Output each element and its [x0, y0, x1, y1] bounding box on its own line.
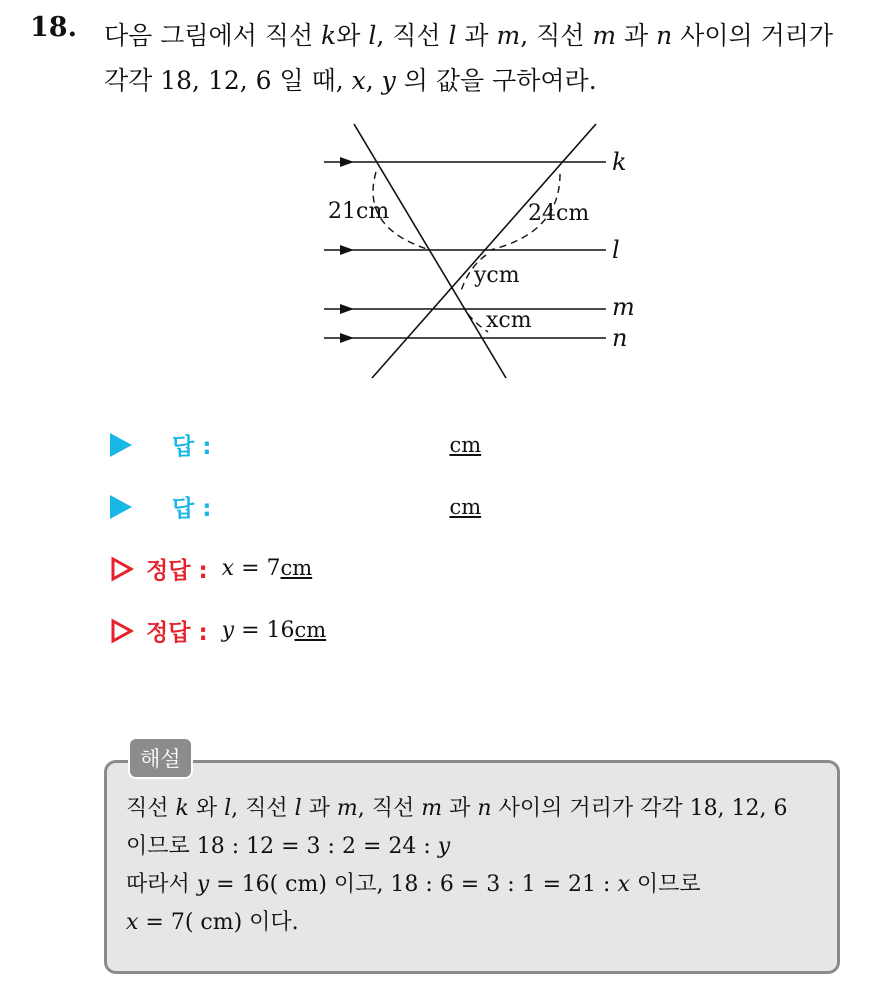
correct-answer-2 [110, 614, 326, 647]
explanation-tag: 해설 [128, 737, 193, 779]
label-k: k [612, 148, 627, 176]
explanation-line-1: 직선 k 와 l, 직선 l 과 m, 직선 m 과 n 사이의 거리가 각각 18, 12, 6 [126, 796, 788, 821]
problem-number: 18. [30, 12, 77, 43]
explanation-line-2: 이므로 18 : 12 = 3 : 2 = 24 : y [126, 834, 451, 859]
answer-unit: cm [449, 494, 482, 519]
label-xcm: xcm [486, 308, 532, 333]
explanation-line-4: x = 7( cm) 이다. [126, 910, 299, 935]
parallel-lines-figure [310, 118, 650, 388]
label-21cm: 21cm [328, 199, 390, 224]
label-24cm: 24cm [528, 201, 590, 226]
correct-label: 정답 : [146, 558, 208, 584]
correct-unit: cm [280, 556, 313, 580]
correct-var: y [221, 618, 235, 643]
answer-blank-1 [110, 428, 481, 461]
problem-line-2: 각각 18, 12, 6 일 때, x, y 의 값을 구하여라. [104, 66, 597, 95]
label-l: l [612, 236, 620, 264]
brace-x [468, 314, 488, 332]
correct-answer-1 [110, 552, 312, 585]
play-icon [110, 495, 132, 519]
explanation-line-3: 따라서 y = 16( cm) 이고, 18 : 6 = 3 : 1 = 21 : x 이므로 [126, 872, 701, 897]
label-ycm: ycm [474, 263, 520, 288]
correct-unit: cm [294, 618, 327, 642]
outline-triangle-icon [110, 618, 134, 644]
label-n: n [612, 324, 628, 352]
correct-eq: = 16 [234, 618, 295, 643]
problem-line-1: 다음 그림에서 직선 k와 l, 직선 l 과 m, 직선 m 과 n 사이의 거리가 [104, 21, 834, 50]
correct-var: x [221, 556, 235, 581]
outline-triangle-icon [110, 556, 134, 582]
answer-label: 답 : [172, 434, 212, 460]
answer-label: 답 : [172, 496, 212, 522]
explanation-text [126, 790, 826, 942]
correct-label: 정답 : [146, 620, 208, 646]
play-icon [110, 433, 132, 457]
parallel-arrows [340, 157, 354, 343]
answer-blank-2 [110, 490, 481, 523]
correct-eq: = 7 [234, 556, 281, 581]
answer-unit: cm [449, 432, 482, 457]
problem-text [104, 13, 864, 103]
label-m: m [612, 293, 635, 321]
